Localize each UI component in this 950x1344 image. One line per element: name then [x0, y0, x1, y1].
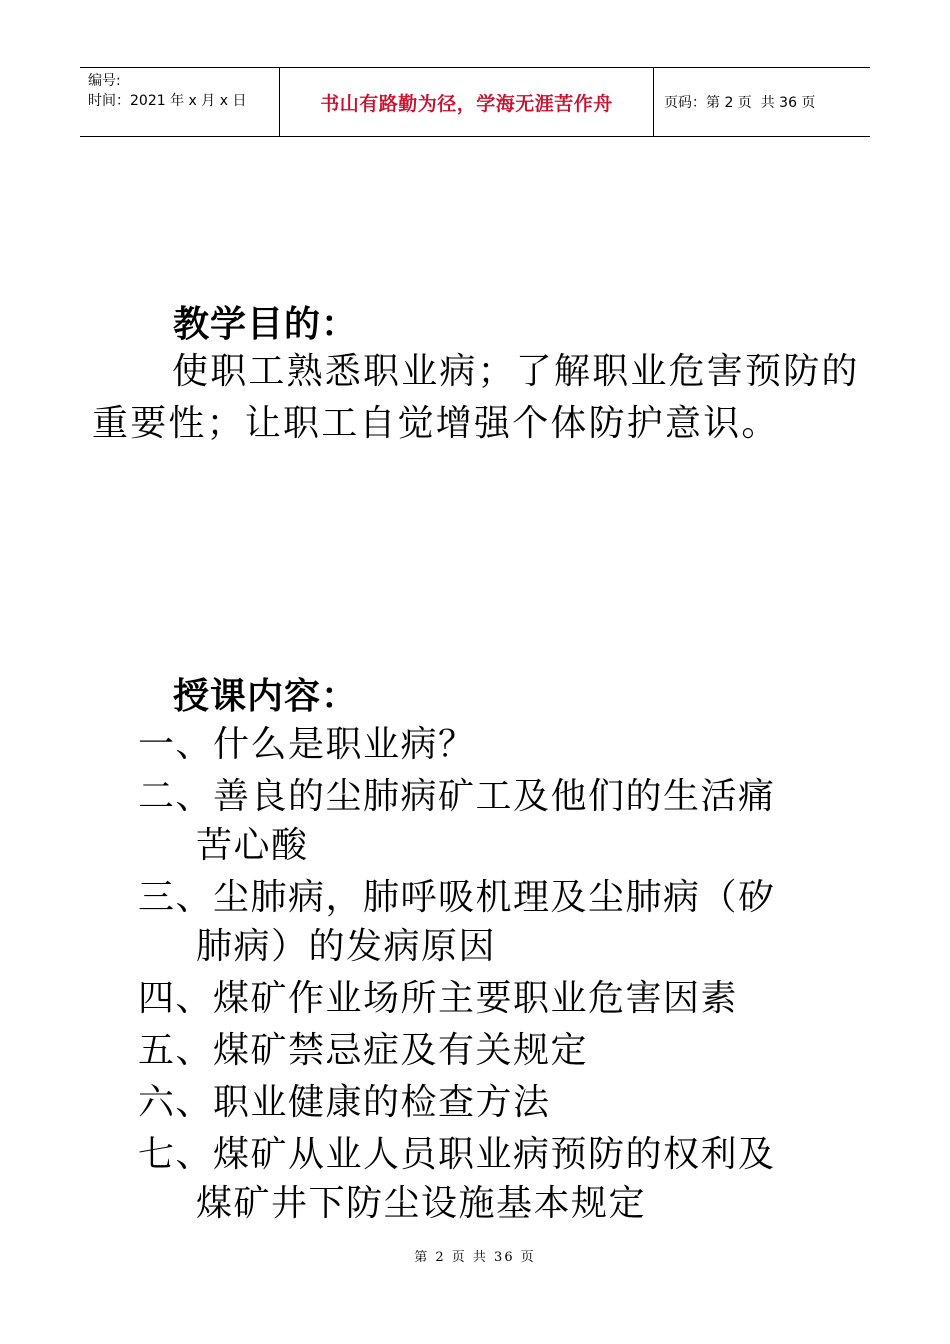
header-page-cell — [654, 68, 870, 136]
list-item — [138, 1130, 868, 1228]
list-item-text: 七、煤矿从业人员职业病预防的权利及 — [138, 1134, 776, 1175]
document-number-label: 编号: — [88, 73, 121, 89]
teaching-goal-paragraph — [92, 346, 862, 450]
list-item-text: 三、尘肺病，肺呼吸机理及尘肺病（矽 — [138, 877, 776, 918]
header-motto-cell — [280, 68, 654, 136]
teaching-goal-heading: 教学目的： — [173, 303, 359, 345]
header-motto: 书山有路勤为径，学海无涯苦作舟 — [320, 92, 613, 115]
list-item-continuation: 肺病）的发病原因 — [196, 926, 497, 967]
header-page-info: 页码：第 2 页 共 36 页 — [664, 95, 816, 111]
list-item-text: 五、煤矿禁忌症及有关规定 — [138, 1030, 589, 1071]
page-header — [80, 67, 870, 137]
course-content-heading: 授课内容： — [173, 675, 359, 717]
list-item — [138, 720, 868, 769]
list-item — [138, 772, 868, 870]
list-item-text: 四、煤矿作业场所主要职业危害因素 — [138, 978, 739, 1019]
page-footer: 第 2 页 共 36 页 — [414, 1250, 536, 1265]
list-item — [138, 1078, 868, 1127]
list-item — [138, 974, 868, 1023]
course-content-list — [138, 720, 868, 1231]
header-meta — [80, 68, 280, 136]
list-item-text: 六、职业健康的检查方法 — [138, 1082, 551, 1123]
list-item-text: 一、什么是职业病？ — [138, 724, 476, 765]
list-item — [138, 873, 868, 971]
list-item-continuation: 煤矿井下防尘设施基本规定 — [196, 1183, 647, 1224]
teaching-goal-text: 使职工熟悉职业病；了解职业危害预防的重要性；让职工自觉增强个体防护意识。 — [92, 351, 860, 444]
list-item — [138, 1026, 868, 1075]
document-time-label: 时间：2021 年 x 月 x 日 — [88, 93, 247, 109]
list-item-text: 二、善良的尘肺病矿工及他们的生活痛 — [138, 776, 776, 817]
list-item-continuation: 苦心酸 — [196, 825, 309, 866]
